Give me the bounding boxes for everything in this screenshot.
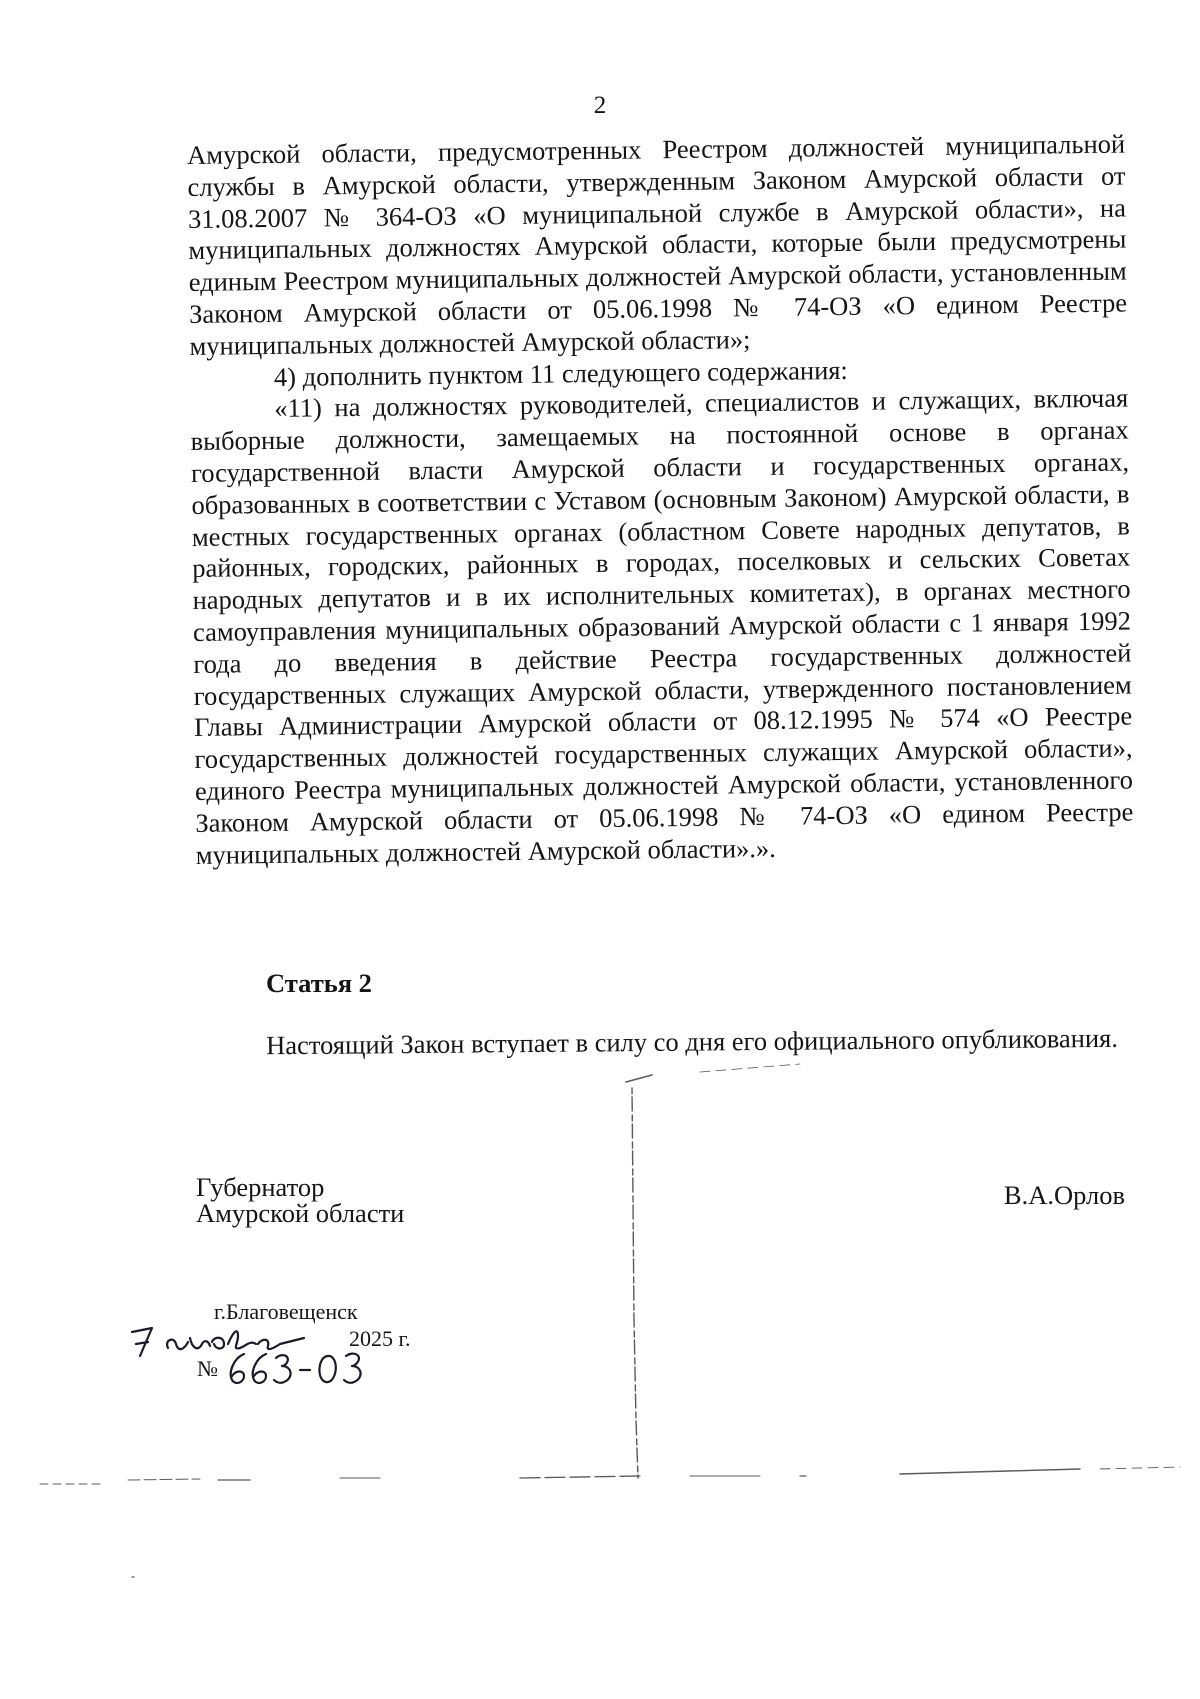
paragraph-item-11: «11) на должностях руководителей, специалистов и служащих, включая выборные должности, замещаемых на постоянной основе в органах государственной власти Амурской области и государственных органах, образованных в соответствии с Уставом (основным Законом) Амурской области, в местных государственных органах (областном Совете народных депутатов, в районных, городских, районных в городах, поселковых и сельских Советах народных депутатов и в их исполнительных комитетах), в органах местного самоуправления муниципальных образований Амурской области с 1 января 1992 года до введения в действие Реестра государственных должностей государственных служащих Амурской области, утвержденного постановлением Главы Администрации Амурской области от 08.12.1995 № 574 «О Реестре государственных должностей государственных служащих Амурской области», единого Реестра муниципальных должностей Амурской области, установленного Законом Амурской области от 05.06.1998 № 74-ОЗ «О едином Реестре муниципальных должностей Амурской области».». bbox=[190, 382, 1134, 870]
date-year: 2025 г. bbox=[349, 1326, 411, 1351]
paragraph-continuation: Амурской области, предусмотренных Реестром должностей муниципальной службы в Амурской области, утвержденным Законом Амурской области от 31.08.2007 № 364-ОЗ «О муниципальной службе в Амурской области», на муниципальных должностях Амурской области, которые были предусмотрены единым Реестром муниципальных должностей Амурской области, установленным Законом Амурской области от 05.06.1998 № 74-ОЗ «О едином Реестре муниципальных должностей Амурской области»; bbox=[187, 128, 1128, 361]
article-heading: Статья 2 bbox=[266, 968, 372, 998]
signer-name: В.А.Орлов bbox=[1003, 1180, 1125, 1210]
number-sign: № bbox=[197, 1356, 218, 1381]
signature-position-line1: Губернатор bbox=[196, 1172, 325, 1202]
place-of-signing: г.Благовещенск bbox=[214, 1299, 358, 1324]
signature-position-line2: Амурской области bbox=[196, 1198, 405, 1228]
page-number: 2 bbox=[593, 92, 607, 119]
article-paragraph: Настоящий Закон вступает в силу со дня его официального опубликования. bbox=[266, 1022, 1119, 1061]
paragraph-item-4: 4) дополнить пунктом 11 следующего содержания: bbox=[273, 354, 849, 392]
